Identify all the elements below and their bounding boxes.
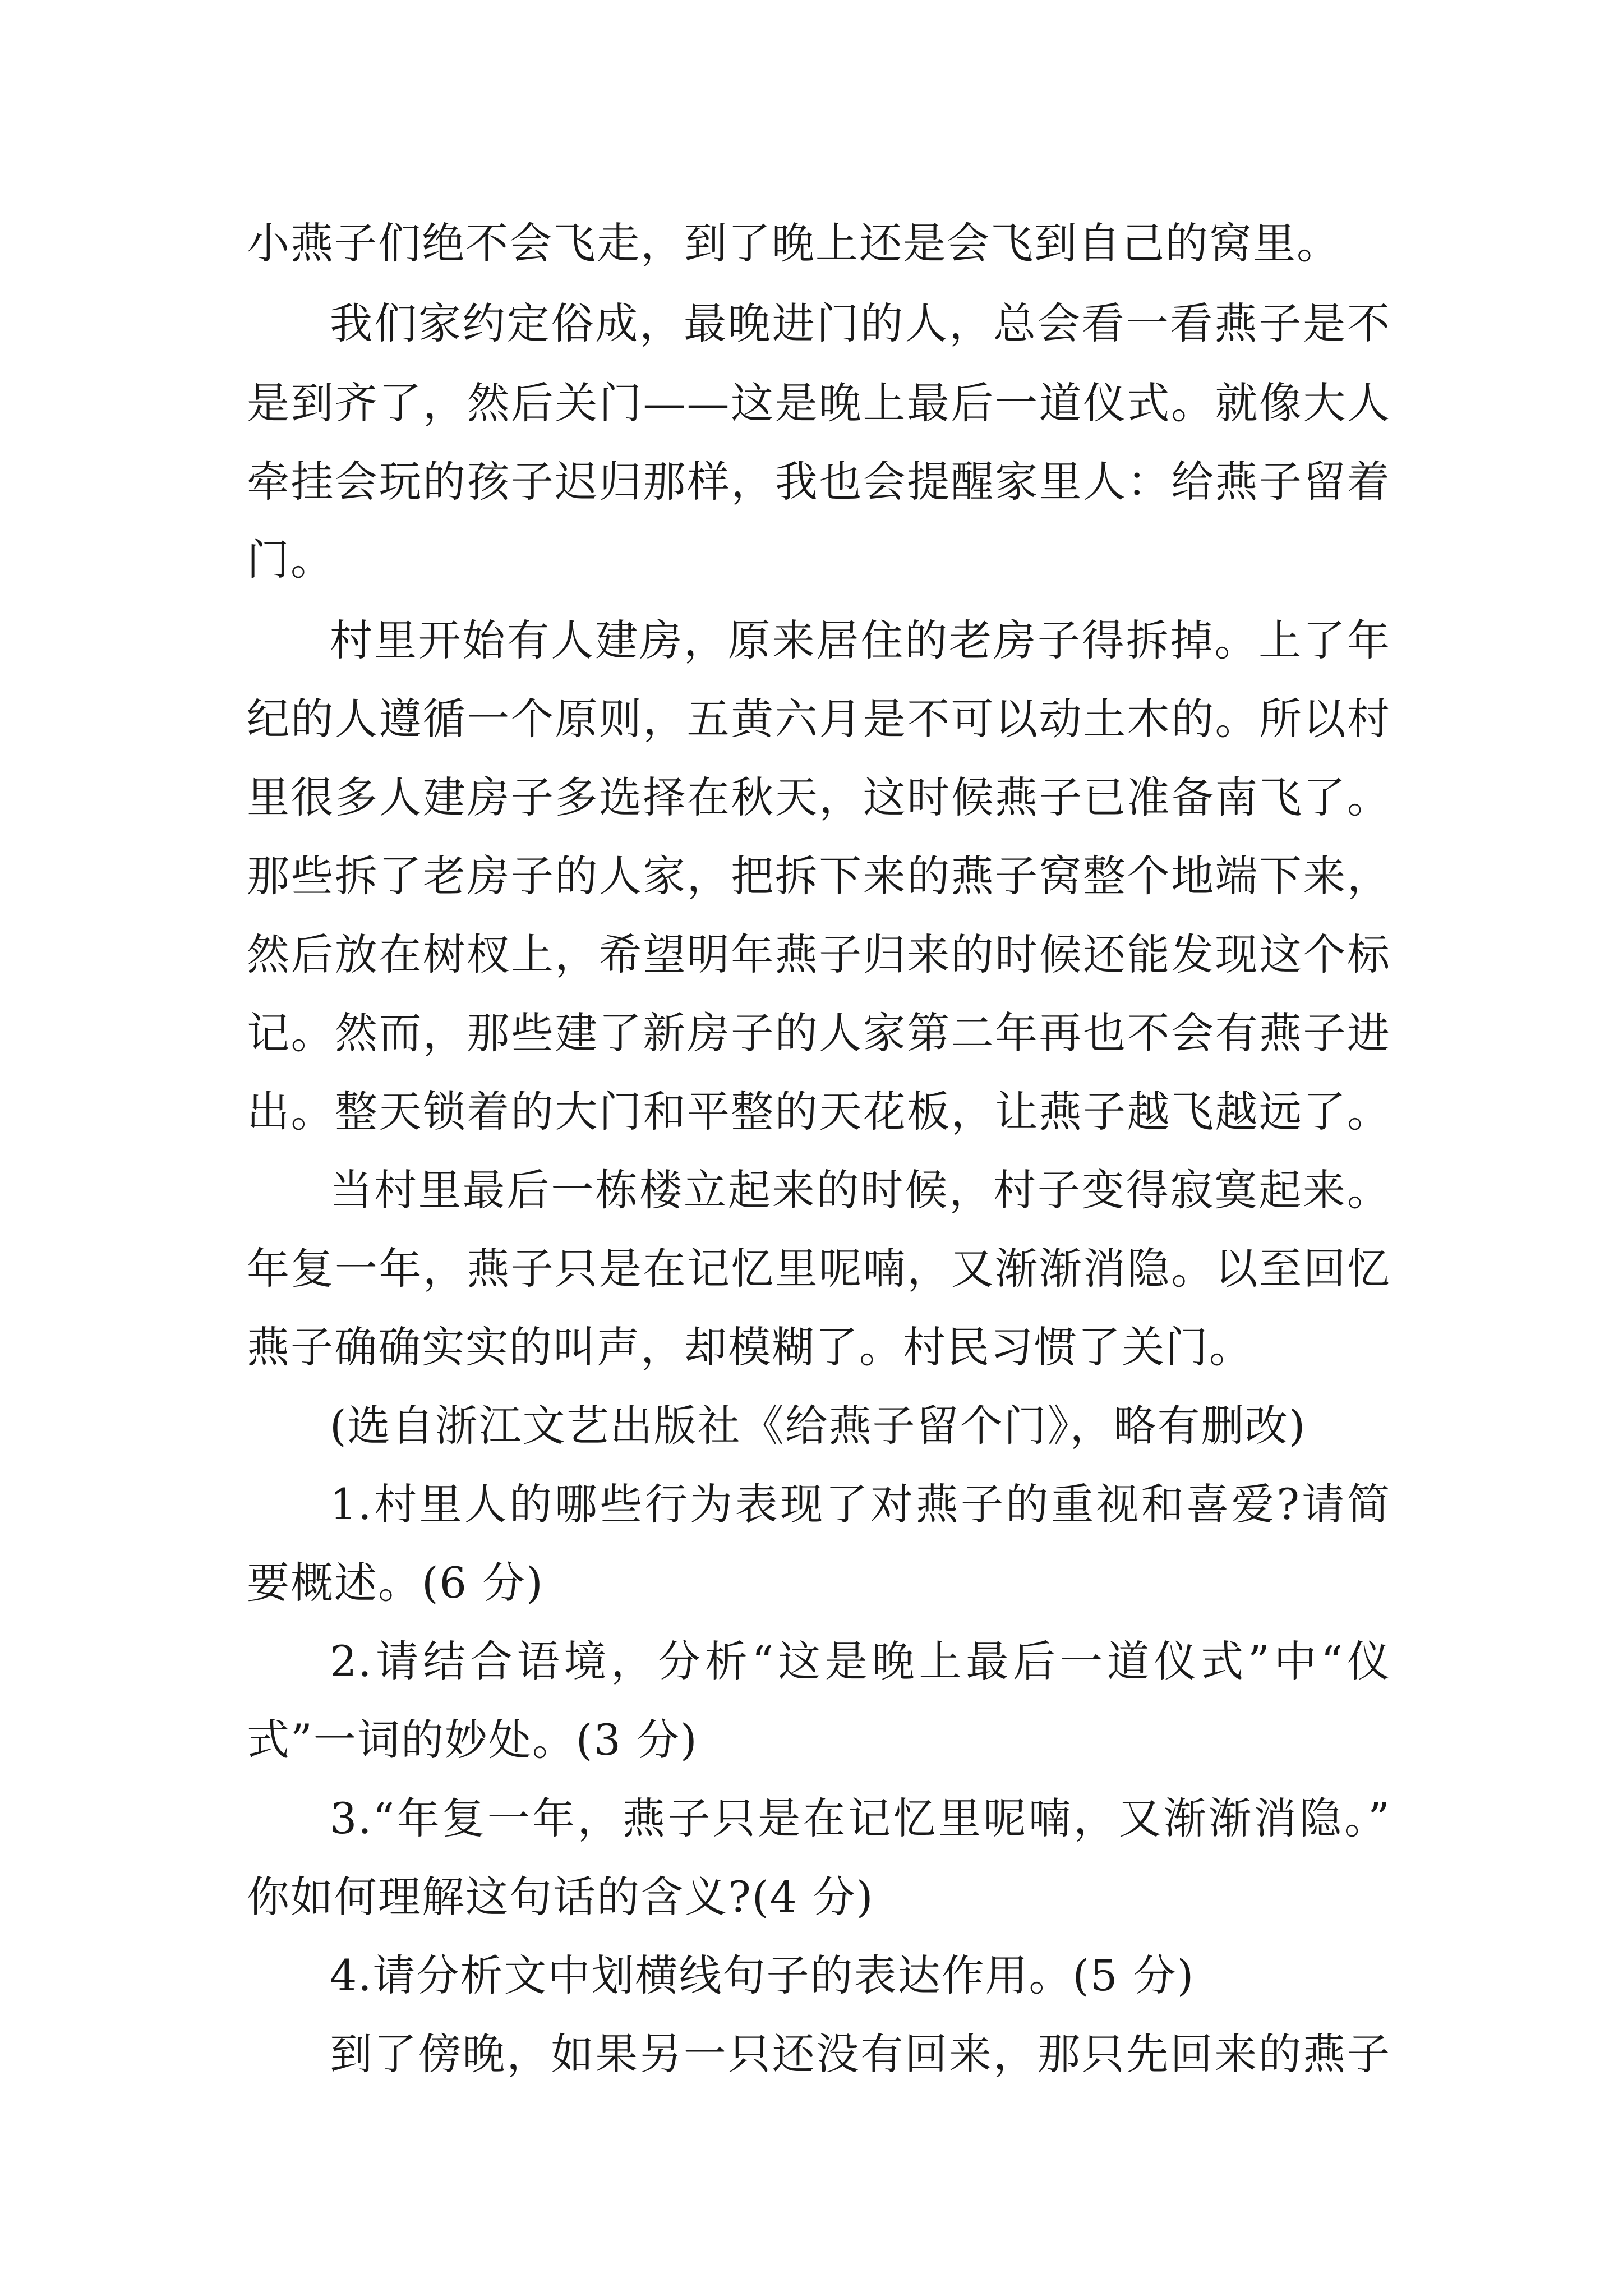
text-line: 牵挂会玩的孩子迟归那样，我也会提醒家里人：给燕子留着 [247,457,1391,507]
question-3: 3.“年复一年，燕子只是在记忆里呢喃，又渐渐消隐。” [330,1793,1391,1843]
text-line: 那些拆了老房子的人家，把拆下来的燕子窝整个地端下来， [247,851,1391,901]
text-line: 年复一年，燕子只是在记忆里呢喃，又渐渐消隐。以至回忆 [247,1244,1391,1294]
text-line: 记。然而，那些建了新房子的人家第二年再也不会有燕子进 [247,1008,1391,1058]
question-1: 1.村里人的哪些行为表现了对燕子的重视和喜爱?请简 [330,1479,1391,1529]
text-line: 纪的人遵循一个原则，五黄六月是不可以动土木的。所以村 [247,694,1391,744]
question-2-cont: 式”一词的妙处。(3 分) [247,1715,698,1765]
text-line: 然后放在树杈上，希望明年燕子归来的时候还能发现这个标 [247,930,1391,979]
question-4: 4.请分析文中划横线句子的表达作用。(5 分) [330,1950,1195,2000]
text-line: 出。整天锁着的大门和平整的天花板，让燕子越飞越远了。 [247,1087,1391,1137]
question-1-cont: 要概述。(6 分) [247,1558,544,1608]
text-line: 我们家约定俗成，最晚进门的人，总会看一看燕子是不 [330,298,1391,348]
text-line: 门。 [247,535,334,585]
question-3-cont: 你如何理解这句话的含义?(4 分) [247,1872,874,1922]
text-line: 里很多人建房子多选择在秋天，这时候燕子已准备南飞了。 [247,772,1391,822]
question-2: 2.请结合语境，分析“这是晚上最后一道仪式”中“仪 [330,1636,1391,1686]
text-line: 到了傍晚，如果另一只还没有回来，那只先回来的燕子 [330,2029,1391,2079]
text-line: 是到齐了，然后关门——这是晚上最后一道仪式。就像大人 [247,378,1391,428]
source-citation: (选自浙江文艺出版社《给燕子留个门》，略有删改) [330,1401,1307,1451]
text-line: 村里开始有人建房，原来居住的老房子得拆掉。上了年 [330,615,1391,665]
text-line: 小燕子们绝不会飞走，到了晚上还是会飞到自己的窝里。 [247,218,1340,268]
text-line: 当村里最后一栋楼立起来的时候，村子变得寂寞起来。 [330,1165,1391,1215]
text-line: 燕子确确实实的叫声，却模糊了。村民习惯了关门。 [247,1322,1253,1372]
